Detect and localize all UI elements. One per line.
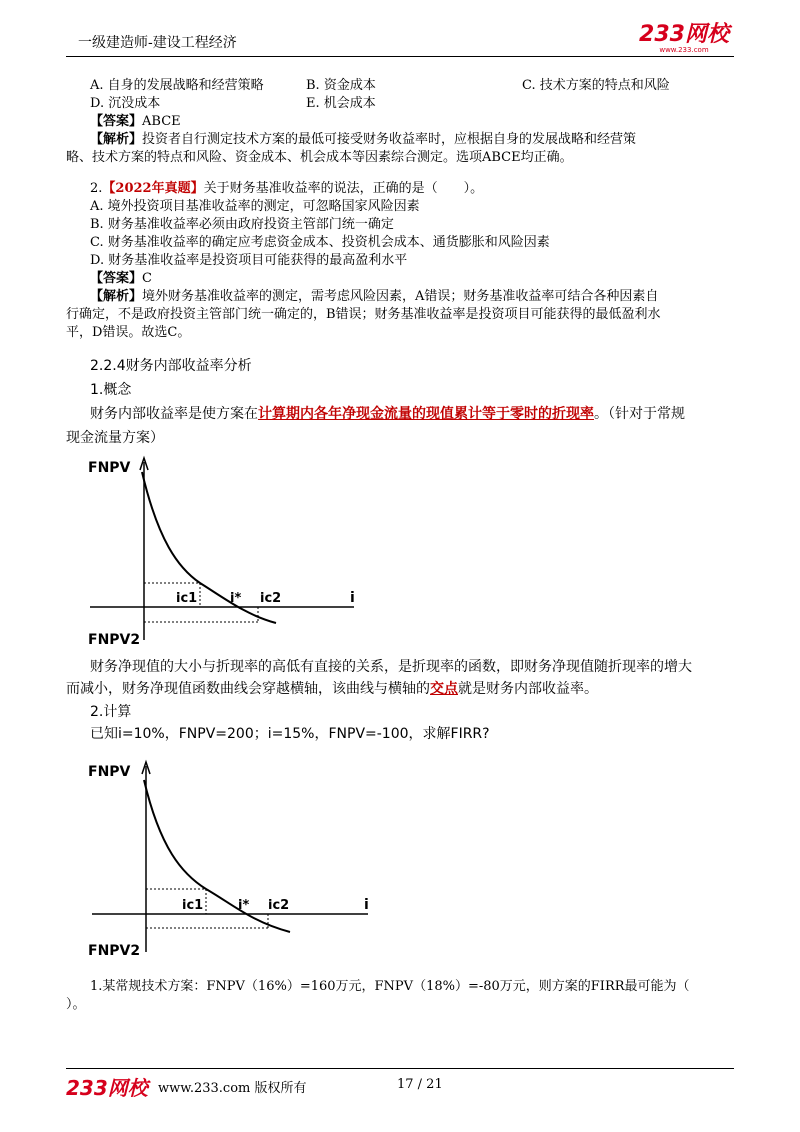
q1-option-d: D. 沉没成本 (90, 96, 161, 111)
answer-label: 【答案】 (90, 114, 143, 129)
q2-option-b: B. 财务基准收益率必须由政府投资主管部门统一确定 (90, 217, 394, 232)
q2-option-c: C. 财务基准收益率的确定应考虑资金成本、投资机会成本、通货膨胀和风险因素 (90, 235, 550, 250)
q2-option-a: A. 境外投资项目基准收益率的测定，可忽略国家风险因素 (90, 199, 420, 214)
ic1-label: ic1 (182, 898, 204, 913)
q2-number: 2. (90, 181, 103, 196)
y-axis-bottom-label: FNPV2 (88, 943, 141, 959)
q2-answer (90, 270, 152, 288)
q2-exam-tag: 【2022年真题】 (102, 181, 204, 196)
concept-line2: 现金流量方案） (66, 430, 164, 446)
concept-definition: 计算期内各年净现金流量的现值累计等于零时的折现率 (258, 406, 594, 422)
explain-line1: 财务净现值的大小与折现率的高低有直接的关系，是折现率的函数，即财务净现值随折现率的增大 (90, 659, 692, 675)
answer-label: 【答案】 (90, 271, 143, 286)
istar-label: i* (230, 591, 242, 606)
analysis-label: 【解析】 (90, 289, 143, 304)
q1-option-e: E. 机会成本 (306, 96, 376, 111)
subsection-concept: 1.概念 (90, 382, 132, 398)
analysis-text: 境外财务基准收益率的测定，需考虑风险因素，A错误；财务基准收益率可结合各种因素自 (142, 289, 659, 304)
q1-option-c: C. 技术方案的特点和风险 (522, 78, 670, 93)
explain-text-post: 就是财务内部收益率。 (458, 681, 598, 697)
footer-logo[interactable]: 233网校 (66, 1076, 148, 1100)
answer-value: C (142, 271, 152, 286)
x-axis-label: i (350, 590, 355, 606)
fnpv-chart-2 (86, 752, 386, 962)
header-title: 一级建造师-建设工程经济 (78, 35, 237, 51)
q2-analysis-line3: 平，D错误。故选C。 (66, 325, 191, 340)
fnpv-chart-1 (86, 450, 386, 650)
ic1-label: ic1 (176, 591, 198, 606)
y-axis-label: FNPV (88, 460, 131, 476)
calculation-given: 已知i=10%，FNPV=200；i=15%，FNPV=-100，求解FIRR? (90, 726, 490, 742)
q2-option-d: D. 财务基准收益率是投资项目可能获得的最高盈利水平 (90, 253, 408, 268)
concept-text-post: 。（针对于常规 (594, 406, 685, 422)
q2-stem-text: 关于财务基准收益率的说法，正确的是（ ）。 (203, 181, 484, 196)
analysis-text: 投资者自行测定技术方案的最低可接受财务收益率时，应根据自身的发展战略和经营策 (142, 132, 637, 147)
q3-stem-line1: 1.某常规技术方案：FNPV（16%）=160万元，FNPV（18%）=-80万元，则方案的FIRR最可能为（ (90, 979, 690, 994)
header-divider (66, 56, 734, 57)
q1-analysis-line2: 略、技术方案的特点和风险、资金成本、机会成本等因素综合测定。选项ABCE均正确。 (66, 150, 573, 165)
q1-analysis-line1 (90, 131, 636, 149)
q1-option-b: B. 资金成本 (306, 78, 376, 93)
fnpv-curve (142, 472, 276, 623)
answer-value: ABCE (142, 114, 181, 129)
footer-copyright: www.233.com 版权所有 (158, 1081, 307, 1096)
q1-option-a: A. 自身的发展战略和经营策略 (90, 78, 264, 93)
q2-analysis-line2: 行确定，不是政府投资主管部门统一确定的，B错误；财务基准收益率是投资项目可能获得的最低盈利水 (66, 307, 661, 322)
intersection-term: 交点 (430, 681, 458, 697)
brand-logo[interactable] (634, 24, 734, 54)
logo-url: www.233.com (659, 46, 709, 54)
q1-answer (90, 113, 181, 131)
concept-text-pre: 财务内部收益率是使方案在 (90, 406, 258, 422)
page-number: 17 / 21 (397, 1077, 443, 1092)
istar-label: i* (238, 898, 250, 913)
section-heading: 2.2.4财务内部收益率分析 (90, 358, 252, 374)
explain-line2 (66, 679, 598, 699)
q2-stem (90, 180, 483, 198)
y-axis-label: FNPV (88, 764, 131, 780)
subsection-calculation: 2.计算 (90, 704, 132, 720)
footer-divider (66, 1068, 734, 1069)
concept-line1 (90, 404, 685, 424)
q3-stem-line2: ）。 (66, 997, 86, 1012)
ic2-label: ic2 (260, 591, 282, 606)
explain-text-pre: 而减小，财务净现值函数曲线会穿越横轴，该曲线与横轴的 (66, 681, 430, 697)
logo-text: 233网校 (639, 22, 729, 47)
q2-analysis-line1 (90, 288, 658, 306)
ic2-label: ic2 (268, 898, 290, 913)
analysis-label: 【解析】 (90, 132, 143, 147)
x-axis-label: i (364, 897, 369, 913)
y-axis-bottom-label: FNPV2 (88, 632, 141, 648)
